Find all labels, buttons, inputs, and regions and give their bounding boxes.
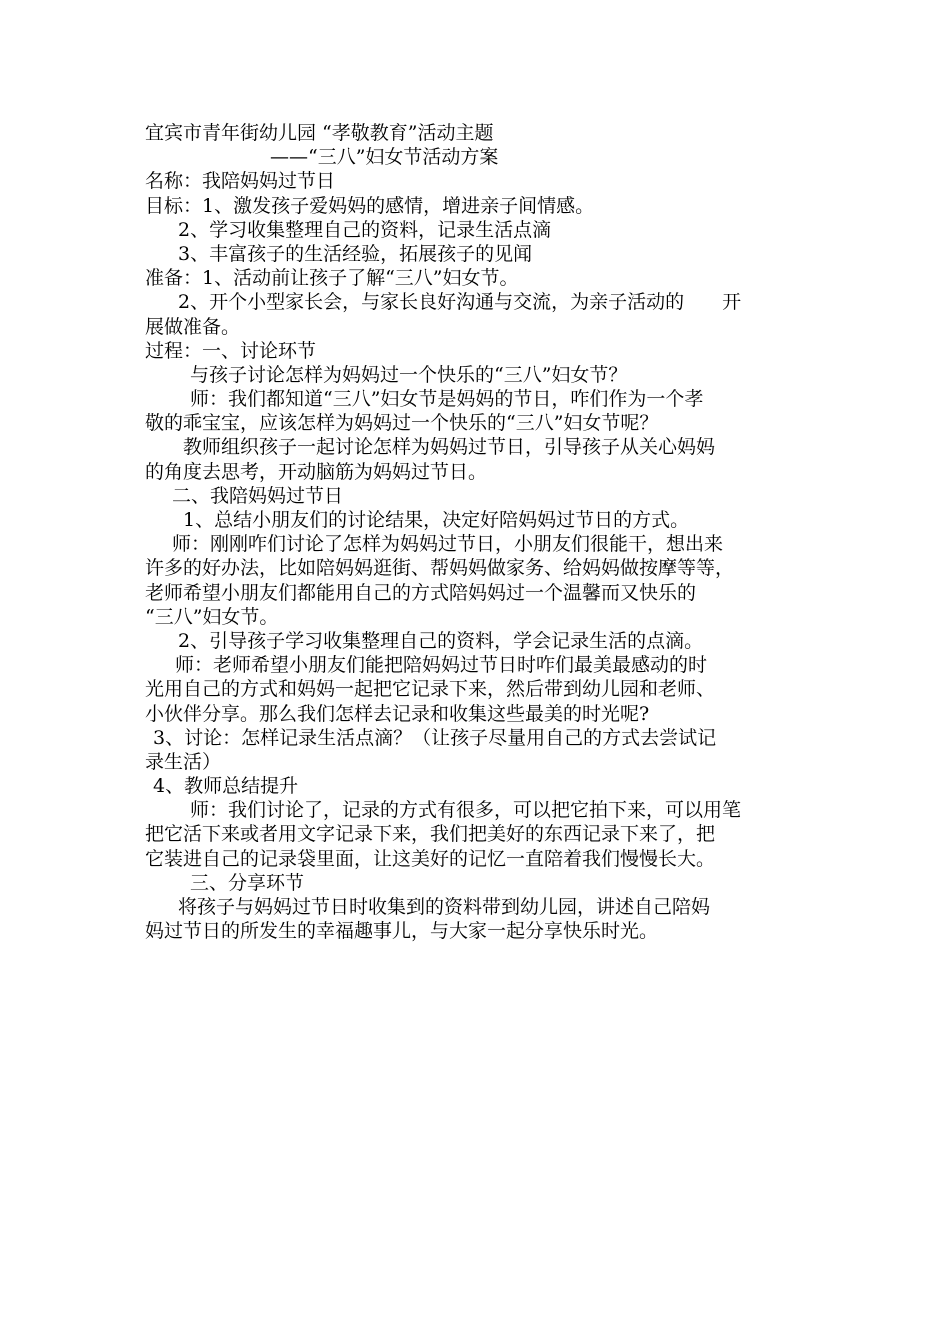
teacher-dialogue-3-line-3: 小伙伴分享。那么我们怎样去记录和收集这些最美的时光呢? xyxy=(145,702,650,725)
preparation-item-2-line-2: 展做准备。 xyxy=(145,315,241,338)
step-item-4: 4、教师总结提升 xyxy=(153,775,299,798)
goal-item-2: 2、学习收集整理自己的资料，记录生活点滴 xyxy=(178,218,552,241)
teacher-dialogue-4-line-2: 把它活下来或者用文字记录下来，我们把美好的东西记录下来了，把 xyxy=(145,823,716,846)
step-item-1: 1、总结小朋友们的讨论结果，决定好陪妈妈过节日的方式。 xyxy=(183,509,690,531)
teacher-dialogue-3-line-1: 师：老师希望小朋友们能把陪妈妈过节日时咋们最美最感动的时 xyxy=(175,654,708,677)
teacher-dialogue-4-line-3: 它装进自己的记录袋里面，让这美好的记忆一直陪着我们慢慢长大。 xyxy=(145,847,716,870)
teacher-dialogue-2-line-3: 老师希望小朋友们都能用自己的方式陪妈妈过一个温馨而又快乐的 xyxy=(145,581,697,604)
teacher-dialogue-4-line-1: 师：我们讨论了，记录的方式有很多，可以把它拍下来，可以用笔 xyxy=(190,799,742,822)
activity-name: 名称：我陪妈妈过节日 xyxy=(145,170,336,193)
goal-item-1: 目标：1、激发孩子爱妈妈的感情，增进亲子间情感。 xyxy=(145,194,595,217)
share-paragraph-line-1: 将孩子与妈妈过节日时收集到的资料带到幼儿园，讲述自己陪妈 xyxy=(178,896,711,918)
teacher-dialogue-2-line-1: 师：刚刚咋们讨论了怎样为妈妈过节日，小朋友们很能干，想出来 xyxy=(172,533,724,556)
teacher-dialogue-2-line-4: “三八”妇女节。 xyxy=(145,605,279,628)
teacher-dialogue-1-line-2: 敬的乖宝宝，应该怎样为妈妈过一个快乐的“三八”妇女节呢？ xyxy=(145,412,659,435)
share-paragraph-line-2: 妈过节日的所发生的幸福趣事儿，与大家一起分享快乐时光。 xyxy=(145,920,659,943)
section-heading-3: 三、分享环节 xyxy=(190,871,305,894)
teacher-organize-line-1: 教师组织孩子一起讨论怎样为妈妈过节日，引导孩子从关心妈妈 xyxy=(183,436,716,459)
teacher-dialogue-2-line-2: 许多的好办法，比如陪妈妈逛街、帮妈妈做家务、给妈妈做按摩等等， xyxy=(145,557,735,580)
preparation-item-2-line-1: 2、开个小型家长会，与家长良好沟通与交流，为亲子活动的 开 xyxy=(178,291,742,314)
step-item-2: 2、引导孩子学习收集整理自己的资料，学会记录生活的点滴。 xyxy=(178,629,704,652)
discussion-question: 与孩子讨论怎样为妈妈过一个快乐的“三八”妇女节？ xyxy=(190,363,628,386)
teacher-organize-line-2: 的角度去思考，开动脑筋为妈妈过节日。 xyxy=(145,460,488,483)
teacher-dialogue-3-line-2: 光用自己的方式和妈妈一起把它记录下来，然后带到幼儿园和老师、 xyxy=(145,678,716,701)
section-heading-2: 二、我陪妈妈过节日 xyxy=(172,484,344,507)
document-title: 宜宾市青年街幼儿园 “孝敬教育”活动主题 xyxy=(145,122,494,144)
document-subtitle: ——“三八”妇女节活动方案 xyxy=(270,146,499,169)
process-heading: 过程：一、讨论环节 xyxy=(145,339,317,362)
preparation-item-1: 准备：1、活动前让孩子了解“三八”妇女节。 xyxy=(145,267,519,290)
teacher-dialogue-1-line-1: 师：我们都知道“三八”妇女节是妈妈的节日，咋们作为一个孝 xyxy=(190,388,704,411)
step-item-3-line-2: 录生活） xyxy=(145,750,222,773)
document-body xyxy=(145,121,810,943)
goal-item-3: 3、丰富孩子的生活经验，拓展孩子的见闻 xyxy=(178,242,533,265)
step-item-3-line-1: 3、讨论：怎样记录生活点滴？（让孩子尽量用自己的方式去尝试记 xyxy=(153,726,717,749)
